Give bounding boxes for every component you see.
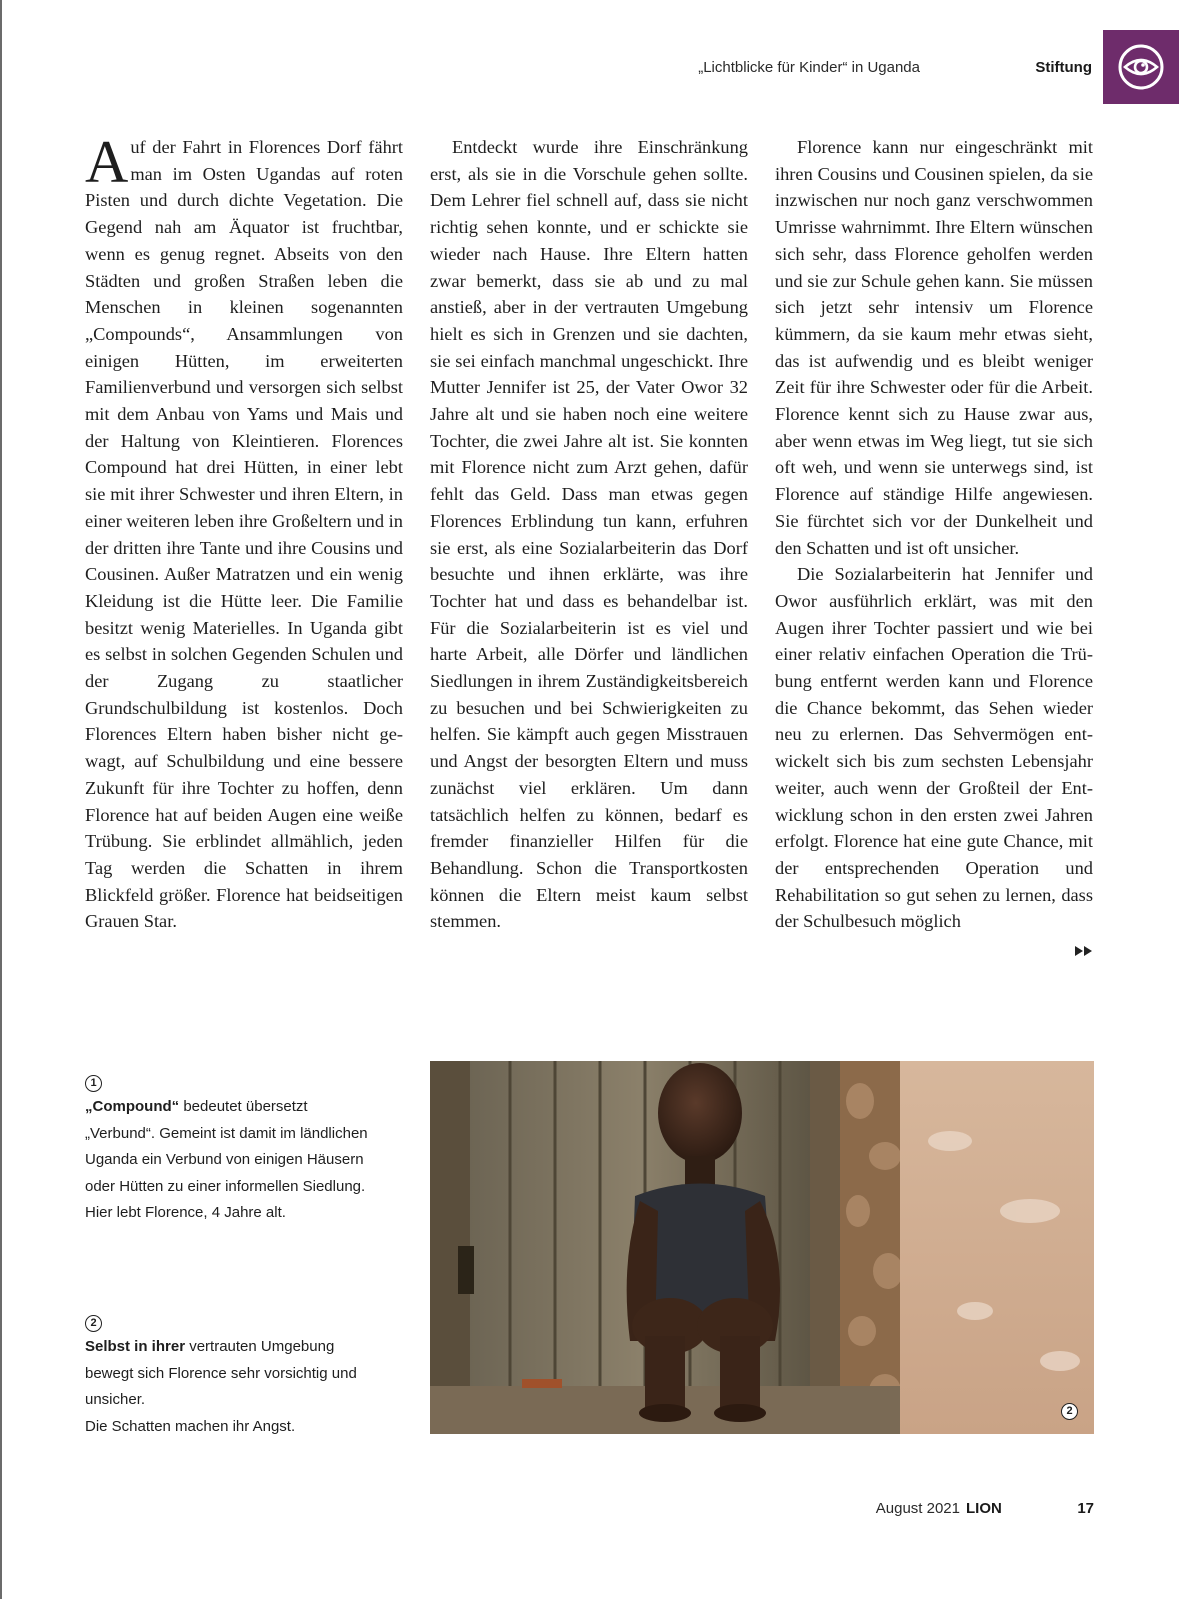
section-badge xyxy=(1103,30,1179,104)
page-number: 17 xyxy=(1077,1500,1094,1517)
article-paragraph: uf der Fahrt in Florences Dorf fährt man im Osten Ugandas auf roten Pisten und durch dichte Vegetation. Die Gegend nah am Äquator ist fruchtbar, wenn es genug regnet. Abseits von den Städten und großen Straßen leben die Menschen in kleinen sogenannten „Compounds“, Ansammlungen von einigen Hütten, im erweiterten Familienverbund und versorgen sich selbst mit dem Anbau von Yams und Mais und der Haltung von Kleintieren. Florences Compound hat drei Hütten, in einer lebt sie mit ihrer Schwester und ihren Eltern, in einer weiteren leben ihre Großeltern und in der dritten ihre Tante und ihre Cousins und Cousinen. Außer Matratzen und ein wenig Kleidung ist die Hütte leer. Die Familie besitzt wenig Materielles. In Uganda gibt es selbst in solchen Gegenden Schulen und der Zugang zu staatlicher Grundschulbildung ist kostenlos. Doch Florences Eltern haben bisher nicht gewagt, auf Schulbildung und eine bessere Zukunft für ihre Tochter zu hoffen, denn Florence hat auf beiden Augen eine weiße Trübung. Sie erblindet allmählich, jeden Tag werden die Schatten in ihrem Blickfeld größer. Florence hat beidseitigen Grauen Star. xyxy=(85,137,403,932)
caption-bold-lead: „Compound“ xyxy=(85,1098,180,1115)
photo-illustration xyxy=(430,1061,1094,1434)
header-kicker: „Lichtblicke für Kinder“ in Uganda xyxy=(698,59,920,76)
header-section-label: Stiftung xyxy=(1035,59,1092,76)
footer-issue-date: August 2021 xyxy=(875,1500,960,1517)
caption-number-badge: 2 xyxy=(85,1315,102,1332)
article-paragraph: Die Sozialarbeiterin hat Jennifer und Owor ausführlich erklärt, was mit den Augen ihrer Tochter passiert und wie bei einer relativ einfachen Operation die Trübung entfernt werden kann und Florence die Chance bekommt, das Sehen wieder neu zu erlernen. Das Sehvermögen entwickelt sich bis zum sechsten Lebensjahr weiter, auch wenn der Großteil der Entwicklung schon in den ersten zwei Jahren erfolgt. Florence hat eine gute Chance, mit der entsprechenden Operation und Rehabilitation so gut sehen zu lernen, dass der Schulbesuch möglich xyxy=(775,564,1093,932)
article-column-3 xyxy=(775,134,1093,935)
continue-arrow-icon xyxy=(1075,943,1093,961)
article-column-1 xyxy=(85,129,403,935)
caption-number-badge: 1 xyxy=(85,1075,102,1092)
caption-1 xyxy=(85,1070,375,1227)
caption-text xyxy=(85,1334,375,1414)
eye-icon xyxy=(1116,42,1166,92)
caption-line: Die Schatten machen ihr Angst. xyxy=(85,1417,296,1435)
article-paragraph: Florence kann nur eingeschränkt mit ihren Cousins und Cousinen spielen, da sie inzwischen nur noch ganz verschwommen Umrisse wahrnimmt. Ihre Eltern wünschen sich sehr, dass Florence geholfen werden und sie zur Schule gehen kann. Sie müssen sich jetzt sehr intensiv um Florence kümmern, da sie kaum mehr etwas sieht, das ist aufwendig und es bleibt weniger Zeit für ihre Schwester oder für die Arbeit. Florence kennt sich zu Hause zwar aus, aber wenn etwas im Weg liegt, tut sie sich oft weh, und wenn sie unterwegs sind, ist Florence auf ständige Hilfe angewiesen. Sie fürchtet sich vor der Dunkelheit und den Schatten und ist oft unsicher. xyxy=(775,137,1093,558)
footer-magazine-name: LION xyxy=(966,1500,1002,1517)
caption-2 xyxy=(85,1310,375,1440)
caption-bold-lead: Selbst in ihrer xyxy=(85,1338,186,1355)
photo-number: 2 xyxy=(1061,1403,1078,1420)
caption-line: Hier lebt Florence, 4 Jahre alt. xyxy=(85,1204,286,1222)
article-column-2 xyxy=(430,134,748,935)
caption-body: bedeutet übersetzt „Verbund“. Gemeint ist damit im ländlichen Uganda ein Verbund von einigen Häusern oder Hütten zu einer informellen Siedlung. xyxy=(85,1098,368,1195)
child-photo xyxy=(430,1061,1094,1434)
caption-body: vertrauten Umgebung bewegt sich Florence sehr vorsichtig und unsicher. xyxy=(85,1338,357,1409)
caption-text xyxy=(85,1094,375,1200)
drop-cap: A xyxy=(85,129,129,195)
photo-number-badge xyxy=(1061,1402,1078,1420)
page-edge-rule xyxy=(0,0,2,1599)
article-paragraph: Entdeckt wurde ihre Einschränkung erst, als sie in die Vorschule gehen sollte. Dem Lehrer fiel schnell auf, dass sie nicht richtig sehen konnte, und er schickte sie wieder nach Hause. Ihre Eltern hatten zwar bemerkt, dass sie ab und zu mal anstieß, aber in der vertrauten Umgebung hielt es sich in Grenzen und sie dachten, sie sei einfach manchmal ungeschickt. Ihre Mutter Jennifer ist 25, der Vater Owor 32 Jahre alt und sie haben noch eine weitere Tochter, die zwei Jahre alt ist. Sie konnten mit Florence nicht zum Arzt gehen, dafür fehlt das Geld. Dass man etwas gegen Florences Erblindung tun kann, erfuhren sie erst, als eine Sozialarbeiterin das Dorf besuchte und ihnen erklärte, was ihre Tochter hat und dass es behandelbar ist. Für die Sozialarbeiterin ist es viel und harte Arbeit, alle Dörfer und ländlichen Siedlungen in ihrem Zuständigkeitsbereich zu besuchen und bei Schwierigkeiten zu helfen. Sie kämpft auch gegen Misstrauen und Angst der besorgten Eltern und muss zunächst viel erklären. Um dann tatsächlich helfen zu können, bedarf es fremder finanzieller Hilfen für die Behandlung. Schon die Transportkosten können die Eltern meist kaum selbst stemmen. xyxy=(430,137,748,932)
